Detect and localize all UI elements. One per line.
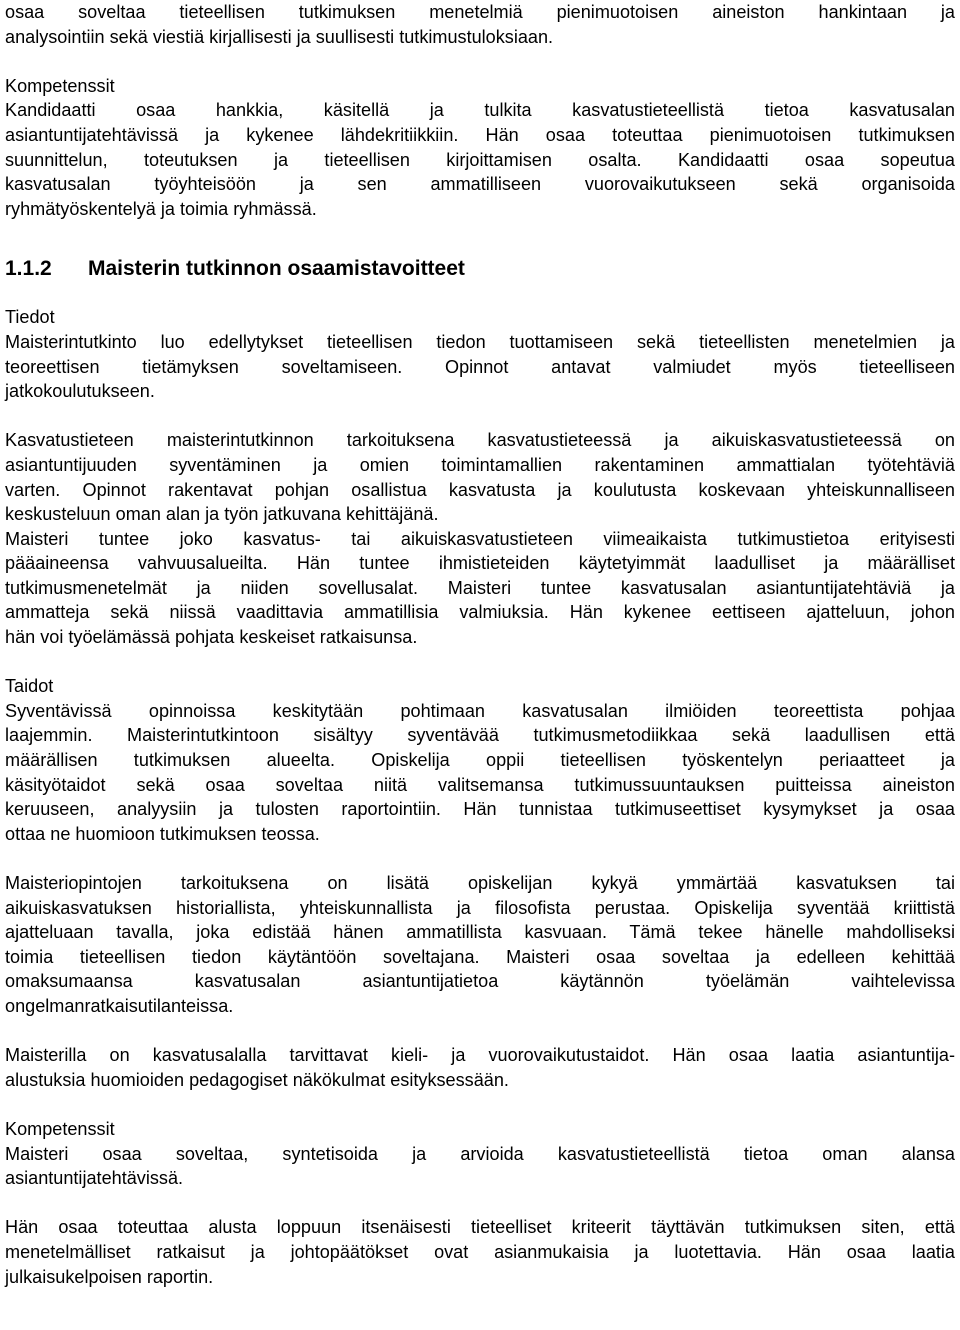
text-line: Kandidaatti osaa hankkia, käsitellä ja tulkita kasvatustieteellistä tietoa kasvatusalan [5,100,955,121]
text-line: laajemmin. Maisterintutkintoon sisältyy syventävää tutkimusmetodiikkaa sekä laadullisen että [5,725,955,746]
text-line: määrällisen tutkimuksen alueelta. Opiskelija oppii tieteellisen työskentelyn periaatteet ja [5,750,955,771]
text-line: osaa soveltaa tieteellisen tutkimuksen menetelmiä pienimuotoisen aineiston hankintaan ja [5,2,955,22]
paragraph-gap [5,1019,955,1044]
text-line: aikuiskasvatuksen historiallista, yhteiskunnallista ja filosofista perustaa. Opiskelija syventää kriittistä [5,897,955,918]
tiedot-heading: Tiedot [5,307,55,328]
text-line: varten. Opinnot rakentavat pohjan osallistua kasvatusta ja koulutusta koskevaan yhteiskunnalliseen [5,479,955,500]
text-line: Maisterilla on kasvatusalalla tarvittavat kieli- ja vuorovaikutustaidot. Hän osaa laatia asiantuntija- [5,1045,955,1066]
tiedot-paragraph-1 [5,330,955,404]
paragraph-gap [5,49,955,74]
text-line: pääaineensa vahvuusalueilta. Hän tuntee ihmistieteiden käytetyimmät laadulliset ja määrälliset [5,553,955,574]
paragraph-gap [5,404,955,429]
text-line: teoreettisen tietämyksen soveltamiseen. Opinnot antavat valmiudet myös tieteelliseen [5,356,955,377]
text-line: ongelmanratkaisutilanteissa. [5,995,234,1016]
text-line: asiantuntijatehtävissä. [5,1168,184,1189]
text-line: keskusteluun oman alan ja työn jatkuvana kehittäjänä. [5,504,439,525]
text-line: kasvatusalan työyhteisöön ja sen ammatilliseen vuorovaikutukseen sekä organisoida [5,174,955,195]
document-page [5,0,955,1289]
taidot-paragraph-3 [5,1043,955,1092]
section-title: Maisterin tutkinnon osaamistavoitteet [88,257,465,281]
kompetenssit-heading: Kompetenssit [5,1118,115,1139]
kompetenssit-heading: Kompetenssit [5,75,115,96]
paragraph-gap [5,1092,955,1117]
text-line: julkaisukelpoisen raportin. [5,1266,214,1287]
paragraph-gap [5,846,955,871]
text-line: Syventävissä opinnoissa keskitytään pohtimaan kasvatusalan ilmiöiden teoreettista pohjaa [5,700,955,721]
section-number: 1.1.2 [5,257,52,281]
text-line: asiantuntijatehtävissä ja kykenee lähdekritiikkiin. Hän osaa toteuttaa pienimuotoisen tutkimuksen [5,124,955,145]
text-line: keruuseen, analyysiin ja tulosten raportointiin. Hän tunnistaa tutkimuseettiset kysymykset ja osaa [5,799,955,820]
section-heading [5,257,955,281]
text-line: suunnittelun, toteutuksen ja tieteellisen kirjoittamisen osalta. Kandidaatti osaa sopeutua [5,149,955,170]
paragraph-gap [5,650,955,675]
maisteri-kompetenssit-paragraph-2 [5,1215,955,1289]
text-line: ottaa ne huomioon tutkimuksen teossa. [5,823,320,844]
text-line: hän voi työelämässä pohjata keskeiset ratkaisunsa. [5,627,418,648]
taidot-heading: Taidot [5,676,54,697]
kandidaatti-kompetenssit-paragraph [5,98,955,221]
text-line: tutkimusmenetelmät ja niiden sovellusalat. Maisteri tuntee kasvatusalan asiantuntijatehtäviä ja [5,577,955,598]
text-line: Maisteri tuntee joko kasvatus- tai aikuiskasvatustieteen viimeaikaista tutkimustietoa erityisesti [5,528,955,549]
maisteri-kompetenssit-paragraph-1 [5,1142,955,1191]
text-line: käsityötaidot sekä osaa soveltaa niitä valitsemansa tutkimussuuntauksen puitteissa aineiston [5,774,955,795]
text-line: ammatteja sekä niissä vaadittavia ammatillisia valmiuksia. Hän kykenee eettiseen ajatteluun, johon [5,602,955,623]
taidot-paragraph-1 [5,699,955,847]
paragraph-gap [5,1191,955,1216]
text-line: omaksumaansa kasvatusalan asiantuntijatietoa käytännön työelämän vaihtelevissa [5,971,955,992]
text-line: Maisteri osaa soveltaa, syntetisoida ja arvioida kasvatustieteellistä tietoa oman alansa [5,1143,955,1164]
text-line: Hän osaa toteuttaa alusta loppuun itsenäisesti tieteelliset kriteerit täyttävän tutkimuksen siten, että [5,1217,955,1238]
text-line: analysointiin sekä viestiä kirjallisesti ja suullisesti tutkimustuloksiaan. [5,26,554,47]
intro-paragraph [5,0,955,49]
text-line: jatkokoulutukseen. [5,381,155,402]
tiedot-paragraph-2 [5,428,955,649]
text-line: ajatteluaan tavalla, joka edistää hänen ammatillista kasvuaan. Tämä tekee hänelle mahdolliseksi [5,922,955,943]
text-line: Maisteriopintojen tarkoituksena on lisätä opiskelijan kykyä ymmärtää kasvatuksen tai [5,873,955,893]
text-line: menetelmälliset ratkaisut ja johtopäätökset ovat asianmukaisia ja luotettavia. Hän osaa laatia [5,1241,955,1262]
taidot-paragraph-2 [5,871,955,1019]
text-line: asiantuntijuuden syventäminen ja omien toimintamallien rakentaminen ammattialan työtehtäviä [5,454,955,475]
text-line: alustuksia huomioiden pedagogiset näkökulmat esityksessään. [5,1069,509,1090]
text-line: Kasvatustieteen maisterintutkinnon tarkoituksena kasvatustieteessä ja aikuiskasvatustieteessä on [5,430,955,451]
text-line: Maisterintutkinto luo edellytykset tieteellisen tiedon tuottamiseen sekä tieteellisten menetelmien ja [5,331,955,352]
text-line: ryhmätyöskentelyä ja toimia ryhmässä. [5,198,317,219]
text-line: toimia tieteellisen tiedon käytäntöön soveltajana. Maisteri osaa soveltaa ja edelleen kehittää [5,946,955,967]
